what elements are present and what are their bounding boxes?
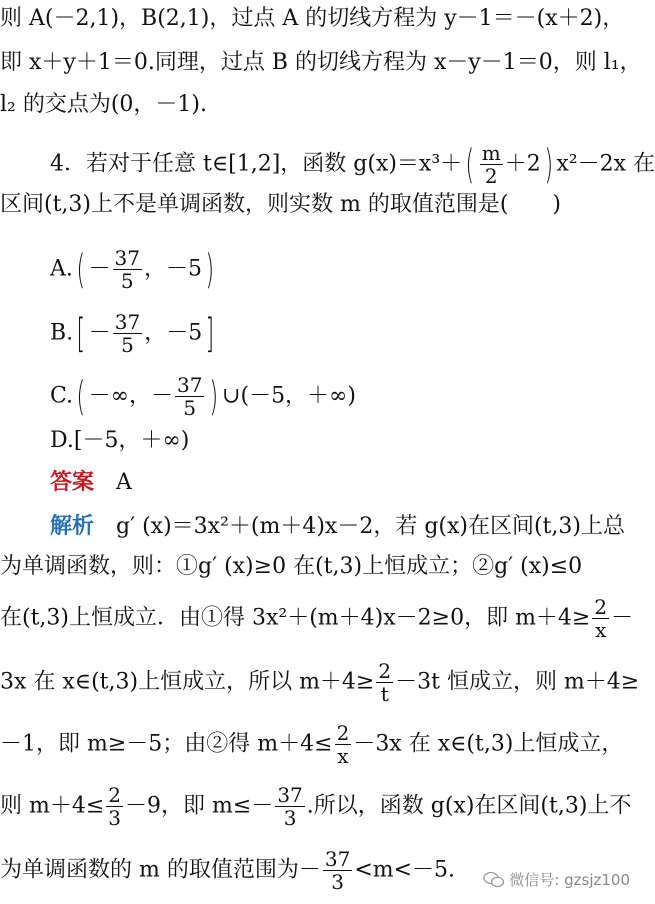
option-b-close: ] bbox=[205, 310, 215, 357]
option-b-fraction bbox=[113, 311, 142, 356]
frac-den: 2 bbox=[484, 164, 498, 188]
option-a-tail: －5 bbox=[165, 256, 202, 282]
option-d-text: [－5，＋∞) bbox=[73, 428, 190, 453]
frac-num: m bbox=[481, 141, 501, 165]
l3-text-a: 在(t,3)上恒成立．由①得 3x²＋(m＋4)x－2≥0，即 m＋4≥ bbox=[0, 605, 591, 631]
answer-value: A bbox=[116, 470, 132, 495]
l5-text-b: －3x 在 x∈(t,3)上恒成立， bbox=[353, 731, 624, 757]
question-number: 4． bbox=[50, 151, 86, 177]
l6-fraction-1 bbox=[106, 784, 123, 829]
l5-num: 2 bbox=[336, 721, 350, 745]
option-c-pre: －∞，－ bbox=[88, 383, 173, 409]
option-a: A.( － $\frac{37}{5}$ ，－5) bbox=[50, 246, 215, 293]
paren-open: ( bbox=[465, 141, 475, 188]
l6-den-2: 3 bbox=[283, 806, 297, 830]
option-b-den: 5 bbox=[121, 333, 134, 357]
option-c-tail: ∪(－5，＋∞) bbox=[222, 383, 356, 409]
option-a-fraction bbox=[113, 247, 142, 292]
option-c-open: ( bbox=[76, 373, 86, 420]
answer-label: 答案 bbox=[50, 470, 95, 495]
question-text-c: x²－2x 在 bbox=[556, 151, 655, 177]
analysis-line-2: 为单调函数，则：①g′ (x)≥0 在(t,3)上恒成立；②g′ (x)≤0 bbox=[0, 554, 583, 579]
analysis-line-7 bbox=[0, 848, 455, 893]
l7-text-a: 为单调函数的 m 的取值范围为－ bbox=[0, 857, 321, 883]
option-a-label: A. bbox=[50, 256, 73, 282]
option-b-tail: －5 bbox=[166, 320, 203, 346]
watermark-text: 微信号: gzsjz100 bbox=[509, 871, 630, 889]
analysis-line-5 bbox=[0, 722, 623, 767]
watermark bbox=[483, 869, 630, 890]
l7-den: 3 bbox=[331, 870, 344, 894]
analysis-l1-text: g′ (x)＝3x²＋(m＋4)x－2，若 g(x)在区间(t,3)上总 bbox=[116, 514, 625, 539]
l3-num: 2 bbox=[594, 595, 608, 619]
option-c-close: ) bbox=[209, 373, 219, 420]
question-text-a: 若对于任意 t∈[1,2]，函数 g(x)＝x³＋ bbox=[86, 151, 463, 177]
l4-den: t bbox=[380, 682, 389, 706]
l3-den: x bbox=[595, 618, 607, 642]
prev-line-1: 则 A(－2,1)，B(2,1)，过点 A 的切线方程为 y－1＝－(x＋2)， bbox=[0, 6, 625, 31]
analysis-line-4 bbox=[0, 660, 639, 705]
option-d-label: D. bbox=[50, 428, 74, 453]
question-text-b: ＋2 bbox=[504, 151, 541, 177]
l6-text-b: －9，即 m≤－ bbox=[125, 793, 274, 819]
l7-text-b: <m<－5. bbox=[354, 857, 456, 883]
option-c-label: C. bbox=[50, 383, 74, 409]
option-d bbox=[50, 426, 189, 456]
l7-num: 37 bbox=[324, 847, 351, 871]
l6-num-1: 2 bbox=[108, 783, 122, 807]
analysis-line-6 bbox=[0, 784, 631, 829]
option-a-close: ) bbox=[205, 246, 215, 293]
l5-den: x bbox=[337, 744, 349, 768]
option-c-den: 5 bbox=[183, 396, 197, 420]
option-b: B.[ － $\frac{37}{5}$ ，－5] bbox=[50, 310, 215, 357]
l5-text-a: －1，即 m≥－5；由②得 m＋4≤ bbox=[0, 731, 333, 757]
option-b-open: [ bbox=[76, 310, 86, 357]
l6-num-2: 37 bbox=[277, 783, 303, 807]
l6-text-a: 则 m＋4≤ bbox=[0, 793, 105, 819]
option-c bbox=[50, 374, 356, 419]
question-fraction bbox=[480, 142, 503, 187]
option-c-num: 37 bbox=[176, 373, 203, 397]
l4-num: 2 bbox=[378, 659, 392, 683]
option-a-open: ( bbox=[76, 246, 85, 293]
paren-close: ) bbox=[544, 141, 553, 188]
analysis-line-3 bbox=[0, 596, 633, 641]
l6-fraction-2 bbox=[275, 784, 304, 829]
wechat-icon bbox=[483, 871, 505, 889]
l3-fraction bbox=[592, 596, 609, 641]
question-line-1 bbox=[50, 142, 655, 187]
option-b-label: B. bbox=[50, 320, 74, 346]
l6-den-1: 3 bbox=[108, 806, 122, 830]
prev-line-2: 即 x＋y＋1＝0.同理，过点 B 的切线方程为 x－y－1＝0，则 l₁， bbox=[0, 50, 642, 75]
option-c-fraction bbox=[175, 374, 204, 419]
analysis-label: 解析 bbox=[50, 514, 95, 539]
analysis-line-1 bbox=[50, 512, 625, 542]
option-a-num: 37 bbox=[114, 246, 140, 270]
l5-fraction bbox=[335, 722, 352, 767]
l7-fraction bbox=[323, 848, 352, 893]
l4-text-b: －3t 恒成立，则 m＋4≥ bbox=[395, 669, 640, 695]
prev-line-3: l₂ 的交点为(0，－1). bbox=[0, 92, 208, 117]
l4-text-a: 3x 在 x∈(t,3)上恒成立，所以 m＋4≥ bbox=[0, 669, 375, 695]
option-a-den: 5 bbox=[120, 269, 134, 293]
answer-line bbox=[50, 468, 132, 498]
question-line-2: 区间(t,3)上不是单调函数，则实数 m 的取值范围是( ) bbox=[0, 192, 562, 217]
l6-text-c: .所以，函数 g(x)在区间(t,3)上不 bbox=[306, 793, 632, 819]
option-b-num: 37 bbox=[114, 310, 141, 334]
l4-fraction bbox=[376, 660, 393, 705]
l3-text-b: － bbox=[611, 605, 634, 631]
